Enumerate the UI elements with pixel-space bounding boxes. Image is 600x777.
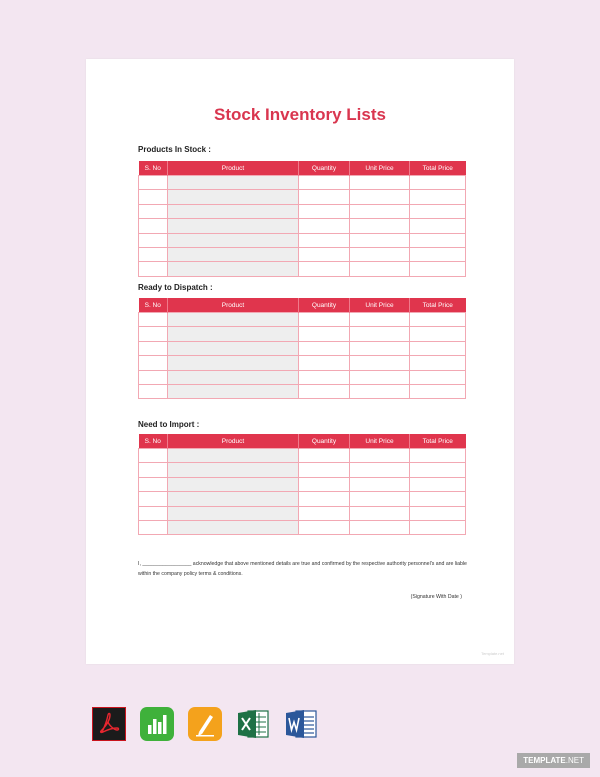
table-cell[interactable] — [350, 520, 410, 534]
table-row — [139, 327, 466, 341]
table-cell[interactable] — [410, 204, 466, 218]
column-header: Quantity — [299, 434, 350, 449]
table-row — [139, 492, 466, 506]
table-row — [139, 506, 466, 520]
table-cell[interactable] — [410, 463, 466, 477]
table-cell[interactable] — [410, 506, 466, 520]
table-cell[interactable] — [139, 262, 168, 276]
acknowledgement-text: I, _________________ acknowledge that above mentioned details are true and confirmed by the respective authority personnel's and are liable within the company policy terms & conditions. — [138, 561, 467, 577]
table-cell[interactable] — [168, 327, 299, 341]
table-cell[interactable] — [168, 219, 299, 233]
table-cell[interactable] — [299, 219, 350, 233]
need-to-import-table — [138, 434, 466, 535]
table-row — [139, 313, 466, 327]
column-header: Product — [168, 434, 299, 449]
table-cell[interactable] — [350, 370, 410, 384]
excel-icon[interactable] — [236, 707, 270, 741]
column-header: S. No — [139, 161, 168, 176]
table-cell[interactable] — [299, 190, 350, 204]
table-cell[interactable] — [350, 176, 410, 190]
table-cell[interactable] — [139, 247, 168, 261]
table-header-row — [139, 161, 466, 176]
brand-suffix: .NET — [565, 756, 584, 765]
table-cell[interactable] — [299, 384, 350, 398]
table-cell[interactable] — [299, 176, 350, 190]
table-row — [139, 190, 466, 204]
table-cell[interactable] — [350, 313, 410, 327]
table-cell[interactable] — [350, 492, 410, 506]
table-cell[interactable] — [139, 190, 168, 204]
numbers-icon[interactable] — [140, 707, 174, 741]
table-cell[interactable] — [350, 262, 410, 276]
table-cell[interactable] — [410, 356, 466, 370]
table-cell[interactable] — [410, 384, 466, 398]
table-cell[interactable] — [299, 520, 350, 534]
table-cell[interactable] — [168, 262, 299, 276]
table-cell[interactable] — [350, 204, 410, 218]
table-cell[interactable] — [168, 370, 299, 384]
column-header: Unit Price — [350, 434, 410, 449]
document-title: Stock Inventory Lists — [214, 105, 386, 124]
document-page — [86, 59, 514, 664]
table-cell[interactable] — [299, 262, 350, 276]
column-header: S. No — [139, 298, 168, 313]
table-cell[interactable] — [168, 176, 299, 190]
word-icon[interactable] — [284, 707, 318, 741]
table-row — [139, 341, 466, 355]
corner-watermark: Template.net — [481, 651, 504, 656]
column-header: Quantity — [299, 298, 350, 313]
table-row — [139, 176, 466, 190]
table-cell[interactable] — [410, 327, 466, 341]
section-label-ready-to-dispatch: Ready to Dispatch : — [138, 283, 213, 292]
table-cell[interactable] — [299, 204, 350, 218]
column-header: Unit Price — [350, 298, 410, 313]
table-cell[interactable] — [299, 492, 350, 506]
column-header: Total Price — [410, 161, 466, 176]
table-cell[interactable] — [350, 463, 410, 477]
table-header-row — [139, 434, 466, 449]
table-cell[interactable] — [350, 219, 410, 233]
table-cell[interactable] — [168, 341, 299, 355]
table-row — [139, 262, 466, 276]
table-cell[interactable] — [168, 449, 299, 463]
table-cell[interactable] — [139, 219, 168, 233]
table-cell[interactable] — [168, 384, 299, 398]
table-cell[interactable] — [350, 384, 410, 398]
table-row — [139, 463, 466, 477]
table-cell[interactable] — [299, 477, 350, 491]
table-cell[interactable] — [139, 370, 168, 384]
table-cell[interactable] — [139, 506, 168, 520]
table-cell[interactable] — [410, 370, 466, 384]
table-cell[interactable] — [299, 313, 350, 327]
pdf-icon[interactable] — [92, 707, 126, 741]
table-cell[interactable] — [350, 233, 410, 247]
table-cell[interactable] — [168, 463, 299, 477]
table-cell[interactable] — [139, 492, 168, 506]
brand-main: TEMPLATE — [523, 756, 566, 765]
table-cell[interactable] — [410, 247, 466, 261]
products-in-stock-table — [138, 161, 466, 277]
table-cell[interactable] — [350, 327, 410, 341]
table-cell[interactable] — [139, 327, 168, 341]
table-row — [139, 370, 466, 384]
column-header: Unit Price — [350, 161, 410, 176]
table-cell[interactable] — [350, 190, 410, 204]
signature-line: (Signature With Date ) — [410, 594, 462, 600]
table-cell[interactable] — [299, 370, 350, 384]
table-cell[interactable] — [168, 492, 299, 506]
column-header: Total Price — [410, 298, 466, 313]
pages-icon[interactable] — [188, 707, 222, 741]
table-cell[interactable] — [139, 463, 168, 477]
table-row — [139, 247, 466, 261]
column-header: Total Price — [410, 434, 466, 449]
column-header: Product — [168, 161, 299, 176]
table-row — [139, 520, 466, 534]
table-cell[interactable] — [350, 341, 410, 355]
table-cell[interactable] — [168, 506, 299, 520]
column-header: Product — [168, 298, 299, 313]
table-cell[interactable] — [350, 506, 410, 520]
table-cell[interactable] — [299, 463, 350, 477]
template-net-logo[interactable] — [517, 753, 590, 768]
table-cell[interactable] — [350, 247, 410, 261]
table-cell[interactable] — [299, 341, 350, 355]
section-label-products-in-stock: Products In Stock : — [138, 145, 211, 154]
table-cell[interactable] — [299, 356, 350, 370]
table-cell[interactable] — [410, 477, 466, 491]
table-cell[interactable] — [139, 356, 168, 370]
table-cell[interactable] — [168, 247, 299, 261]
table-cell[interactable] — [410, 233, 466, 247]
table-row — [139, 204, 466, 218]
table-row — [139, 356, 466, 370]
table-cell[interactable] — [299, 327, 350, 341]
table-cell[interactable] — [139, 233, 168, 247]
table-cell[interactable] — [299, 449, 350, 463]
table-cell[interactable] — [410, 313, 466, 327]
table-cell[interactable] — [410, 176, 466, 190]
table-cell[interactable] — [410, 341, 466, 355]
table-cell[interactable] — [139, 204, 168, 218]
table-cell[interactable] — [139, 341, 168, 355]
table-row — [139, 384, 466, 398]
table-cell[interactable] — [410, 449, 466, 463]
table-row — [139, 219, 466, 233]
column-header: Quantity — [299, 161, 350, 176]
table-header-row — [139, 298, 466, 313]
table-row — [139, 233, 466, 247]
column-header: S. No — [139, 434, 168, 449]
table-cell[interactable] — [139, 520, 168, 534]
table-cell[interactable] — [139, 384, 168, 398]
table-cell[interactable] — [139, 313, 168, 327]
table-row — [139, 449, 466, 463]
table-cell[interactable] — [168, 356, 299, 370]
table-cell[interactable] — [410, 219, 466, 233]
table-cell[interactable] — [168, 204, 299, 218]
table-cell[interactable] — [350, 449, 410, 463]
table-cell[interactable] — [168, 313, 299, 327]
table-cell[interactable] — [410, 190, 466, 204]
ready-to-dispatch-table — [138, 298, 466, 399]
table-cell[interactable] — [299, 247, 350, 261]
table-cell[interactable] — [299, 233, 350, 247]
table-cell[interactable] — [350, 477, 410, 491]
table-cell[interactable] — [139, 449, 168, 463]
table-cell[interactable] — [168, 190, 299, 204]
table-cell[interactable] — [168, 233, 299, 247]
table-cell[interactable] — [139, 176, 168, 190]
table-cell[interactable] — [139, 477, 168, 491]
table-cell[interactable] — [350, 356, 410, 370]
table-cell[interactable] — [168, 520, 299, 534]
table-cell[interactable] — [410, 520, 466, 534]
table-cell[interactable] — [299, 506, 350, 520]
table-cell[interactable] — [410, 492, 466, 506]
table-cell[interactable] — [410, 262, 466, 276]
table-row — [139, 477, 466, 491]
table-cell[interactable] — [168, 477, 299, 491]
section-label-need-to-import: Need to Import : — [138, 420, 200, 429]
